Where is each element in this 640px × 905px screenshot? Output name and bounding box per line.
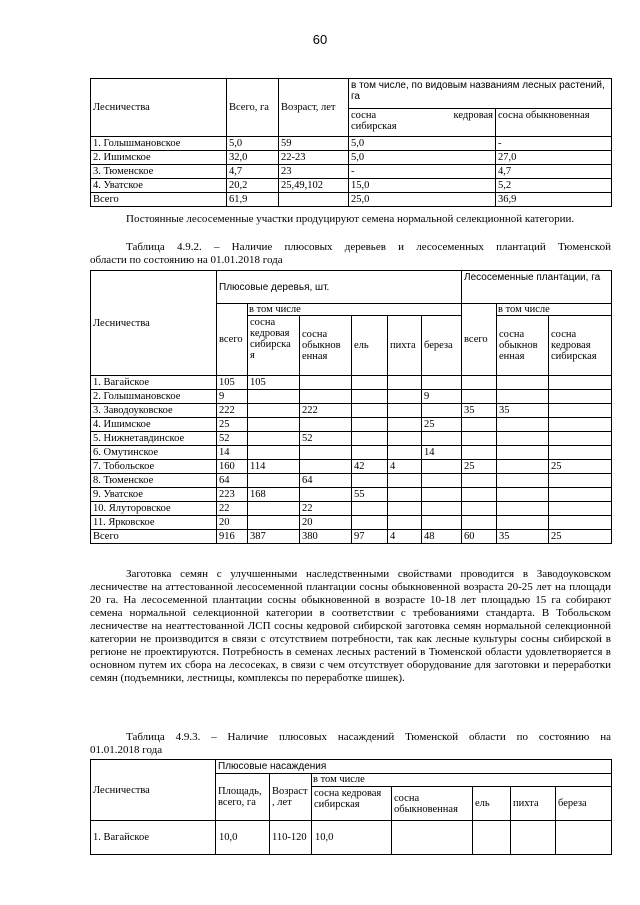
table-row: [91, 376, 612, 390]
table-cell: [388, 418, 422, 432]
table-cell: [549, 432, 612, 446]
table-cell: [462, 474, 497, 488]
row-label: 8. Тюменское: [91, 474, 217, 488]
table-cell: [388, 404, 422, 418]
header-total: Всего, га: [227, 79, 279, 137]
table-plus-trees: [90, 270, 612, 544]
header-forestry: Лесничества: [91, 760, 216, 821]
table-cell: 25: [549, 530, 612, 544]
table-plus-stands: [90, 759, 612, 855]
caption-table-4-9-2: Таблица 4.9.2. – Наличие плюсовых деревьев и лесосеменных плантаций Тюменской области по состоянию на 01.01.2018 года: [90, 241, 611, 266]
table-cell: [422, 474, 462, 488]
table-row: 2. Ишимское 32,0 22-23 5,0 27,0: [91, 151, 612, 165]
table-cell: [462, 502, 497, 516]
table-cell: [549, 474, 612, 488]
table-cell: 14: [422, 446, 462, 460]
row-label: 11. Ярковское: [91, 516, 217, 530]
table-cell: 97: [352, 530, 388, 544]
header-birch: береза: [556, 787, 612, 821]
table-cell: [388, 446, 422, 460]
table-cell: [549, 516, 612, 530]
table-cell: [388, 390, 422, 404]
table-cell: 9: [422, 390, 462, 404]
table-cell: [352, 432, 388, 446]
table-cell: [388, 488, 422, 502]
table-cell: [497, 376, 549, 390]
table-row: 4. Уватское 20,2 25,49,102 15,0 5,2: [91, 179, 612, 193]
row-label: Всего: [91, 530, 217, 544]
table-cell: [388, 516, 422, 530]
table-cell: 60: [462, 530, 497, 544]
header-pine: сосна обыкновенная: [496, 109, 612, 137]
row-label: 1. Вагайское: [91, 376, 217, 390]
row-label: 10. Ялуторовское: [91, 502, 217, 516]
table-cell: [549, 418, 612, 432]
table-cell: 4: [388, 460, 422, 474]
table-row: [91, 446, 612, 460]
header-spruce: ель: [352, 316, 388, 376]
table-cell: 4: [388, 530, 422, 544]
table-cell: [422, 432, 462, 446]
header-cedar-2: сосна кедровая сибирская: [549, 316, 612, 376]
header-forestry: Лесничества: [91, 79, 227, 137]
table-cell: [300, 460, 352, 474]
table-row: 1. Вагайское 10,0 110-120 10,0: [91, 821, 612, 855]
header-pine: сосна обыкновенная: [392, 787, 473, 821]
table-cell: 223: [217, 488, 248, 502]
table-cell: 42: [352, 460, 388, 474]
table-cell: [352, 404, 388, 418]
table-cell: [497, 432, 549, 446]
table-row: [91, 432, 612, 446]
table-cell: [248, 390, 300, 404]
table-cell: [300, 418, 352, 432]
table-row: [91, 390, 612, 404]
table-cell: [422, 376, 462, 390]
row-label: 3. Заводоуковское: [91, 404, 217, 418]
table-cell: [497, 418, 549, 432]
table-cell: [352, 446, 388, 460]
table-cell: [497, 502, 549, 516]
table-row: [91, 488, 612, 502]
table-cell: [462, 432, 497, 446]
table-seed-plots: [90, 78, 612, 207]
table-cell: 35: [462, 404, 497, 418]
table-cell: [422, 404, 462, 418]
table-cell: [497, 474, 549, 488]
table-cell: [497, 516, 549, 530]
header-incl: в том числе: [248, 304, 462, 316]
row-label: 9. Уватское: [91, 488, 217, 502]
table-cell: 48: [422, 530, 462, 544]
table-cell: 160: [217, 460, 248, 474]
table-cell: 20: [217, 516, 248, 530]
table-cell: [422, 488, 462, 502]
table-cell: [462, 418, 497, 432]
table-row: 3. Тюменское 4,7 23 - 4,7: [91, 165, 612, 179]
table-cell: [248, 404, 300, 418]
header-age: Возраст, лет: [279, 79, 349, 137]
header-incl-2: в том числе: [497, 304, 612, 316]
table-cell: [549, 376, 612, 390]
table-cell: [300, 488, 352, 502]
table-cell: 14: [217, 446, 248, 460]
table-cell: [300, 446, 352, 460]
table-cell: 22: [217, 502, 248, 516]
table-cell: [352, 376, 388, 390]
table-cell: [352, 390, 388, 404]
table-cell: 64: [217, 474, 248, 488]
table-cell: 916: [217, 530, 248, 544]
table-cell: 25: [422, 418, 462, 432]
table-cell: [300, 390, 352, 404]
table-cell: [462, 446, 497, 460]
table-cell: [497, 488, 549, 502]
table-cell: [248, 446, 300, 460]
table-cell: 25: [217, 418, 248, 432]
table-cell: [549, 488, 612, 502]
table-cell: 22: [300, 502, 352, 516]
row-label: 7. Тобольское: [91, 460, 217, 474]
table-cell: 35: [497, 530, 549, 544]
table-row: [91, 516, 612, 530]
header-area: Площадь, всего, га: [216, 774, 270, 821]
table-cell: [462, 516, 497, 530]
header-plantations: Лесосеменные плантации, га: [462, 271, 612, 304]
header-age: Возраст , лет: [270, 774, 312, 821]
table-cell: [352, 418, 388, 432]
header-incl: в том числе: [312, 774, 612, 787]
row-label: 5. Нижнетавдинское: [91, 432, 217, 446]
table-row: [91, 418, 612, 432]
table-cell: [352, 474, 388, 488]
table-cell: [248, 418, 300, 432]
table-row: [91, 460, 612, 474]
table-cell: [388, 432, 422, 446]
table-cell: [549, 404, 612, 418]
table-cell: [388, 474, 422, 488]
table-cell: [462, 488, 497, 502]
table-cell: 380: [300, 530, 352, 544]
page-number: 60: [312, 32, 328, 47]
paragraph-seed-plots: Постоянные лесосеменные участки продуцируют семена нормальной селекционной категории.: [126, 213, 575, 225]
table-cell: [300, 376, 352, 390]
table-cell: [462, 376, 497, 390]
row-label: 4. Ишимское: [91, 418, 217, 432]
paragraph-seed-harvest: Заготовка семян с улучшенными наследственными свойствами проводится в Заводоуковском лесничестве на аттестованной лесосеменной плантации сосны обыкновенной возраста 20-25 лет на площади 20 га. На лесосеменной плантации сосны обыкновенной в возрасте 10-18 лет площадью 15 га собирают семена нормальной селекционной категории в соответствии с требованиями стандарта. В Тобольском лесничестве на неаттестованной ЛСП сосны кедровой сибирской заготовка семян нормальной селекционной категории не производится в связи с отсутствием потребности, так как лесные культуры сосны сибирской в регионе не проектируются. Потребность в семенах лесных растений в Тюменской области удовлетворяется в основном путем их сбора на лесосеках, в связи с чем отсутствует оборудование для заготовки и переработки семян (подъемники, лестницы, комплексы по переработке шишек).: [90, 568, 611, 684]
table-cell: [497, 446, 549, 460]
header-total-2: всего: [462, 304, 497, 376]
header-cedar: сосна кедровая сибирская: [349, 109, 496, 137]
table-cell: 64: [300, 474, 352, 488]
table-cell: [388, 376, 422, 390]
header-birch: береза: [422, 316, 462, 376]
row-label: 6. Омутинское: [91, 446, 217, 460]
table-cell: [422, 516, 462, 530]
table-row: [91, 474, 612, 488]
row-label: 2. Голышмановское: [91, 390, 217, 404]
table-cell: 52: [300, 432, 352, 446]
header-plus-trees: Плюсовые деревья, шт.: [217, 271, 462, 304]
table-cell: 9: [217, 390, 248, 404]
table-cell: 114: [248, 460, 300, 474]
table-row: [91, 530, 612, 544]
table-cell: [248, 516, 300, 530]
table-cell: [549, 502, 612, 516]
header-fir: пихта: [388, 316, 422, 376]
table-cell: 35: [497, 404, 549, 418]
table-cell: 55: [352, 488, 388, 502]
header-incl: в том числе, по видовым названиям лесных растений, га: [349, 79, 612, 109]
table-cell: [549, 390, 612, 404]
header-total: всего: [217, 304, 248, 376]
table-cell: 387: [248, 530, 300, 544]
table-row: [91, 404, 612, 418]
header-fir: пихта: [511, 787, 556, 821]
table-cell: [497, 460, 549, 474]
header-pine-2: сосна обыкнов енная: [497, 316, 549, 376]
header-forestry: Лесничества: [91, 271, 217, 376]
caption-table-4-9-3: Таблица 4.9.3. – Наличие плюсовых насаждений Тюменской области по состоянию на 01.01.2018 года: [90, 731, 611, 756]
table-cell: 20: [300, 516, 352, 530]
table-cell: [352, 502, 388, 516]
table-row: 1. Голышмановское 5,0 59 5,0 -: [91, 137, 612, 151]
header-pine: сосна обыкнов енная: [300, 316, 352, 376]
table-cell: [248, 502, 300, 516]
table-cell: [497, 390, 549, 404]
table-cell: 222: [300, 404, 352, 418]
table-cell: 105: [248, 376, 300, 390]
header-cedar: сосна кедровая сибирска я: [248, 316, 300, 376]
table-cell: 52: [217, 432, 248, 446]
table-cell: 25: [549, 460, 612, 474]
table-cell: [422, 502, 462, 516]
table-cell: [549, 446, 612, 460]
table-cell: [248, 432, 300, 446]
table-cell: [248, 474, 300, 488]
table-row: Всего 61,9 25,0 36,9: [91, 193, 612, 207]
table-cell: 105: [217, 376, 248, 390]
table-cell: [462, 390, 497, 404]
header-cedar: сосна кедровая сибирская: [312, 787, 392, 821]
header-plus-stands: Плюсовые насаждения: [216, 760, 612, 774]
header-spruce: ель: [473, 787, 511, 821]
table-cell: 25: [462, 460, 497, 474]
table-cell: 222: [217, 404, 248, 418]
table-cell: [422, 460, 462, 474]
table-cell: [388, 502, 422, 516]
table-cell: 168: [248, 488, 300, 502]
table-row: [91, 502, 612, 516]
table-cell: [352, 516, 388, 530]
